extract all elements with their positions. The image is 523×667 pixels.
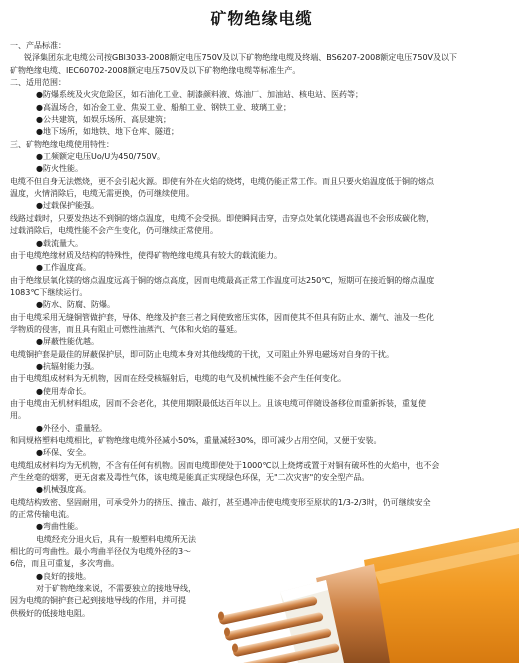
paragraph-line: 学物质的侵害，而且具有阻止可燃性油蒸汽、气体和火焰的蔓延。 [10,324,242,334]
paragraph-line: 和同规格塑料电缆相比，矿物绝缘电缆外径减小50%，重量减轻30%，即可减少占用空间，又便于安装。 [10,436,382,445]
paragraph-line: 电缆组成材料均为无机物，不含有任何有机物。因而电缆即使处于1000℃以上烧烤或置于对铜有破坏性的火焰中，也不会 [10,460,440,470]
feature-heading: ●使用寿命长。 [36,386,91,396]
paragraph-line: 温度，火情消除后，电缆无需更换，仍可继续使用。 [10,189,194,199]
feature-heading: ●良好的接地。 [36,571,91,581]
feature-heading: ●环保、安全。 [36,448,91,458]
paragraph-line: 用。 [10,411,26,421]
feature-heading: ●屏蔽性能优越。 [36,337,99,347]
paragraph-line: 矿物绝缘电缆、IEC60702-2008额定电压750V及以下矿物绝缘电缆等标准生产。 [10,65,301,75]
bullet-item: ●地下场所，如地铁、地下仓库、隧道； [36,127,179,137]
paragraph-line: 因为电缆的铜护套已起到接地导线的作用，并可提 [10,596,186,606]
paragraph-line: 供极好的低接地电阻。 [10,608,90,618]
section-heading: 一、产品标准： [10,41,66,50]
paragraph-line: 由于绝缘层氧化镁的熔点温度远高于铜的熔点高度，因而电缆最高正常工作温度可达250℃，短期可在接近铜的熔点温度 [10,275,435,285]
feature-heading: ●载流量大。 [36,238,83,248]
paragraph-line: 6倍，而且可重复，多次弯曲。 [10,559,120,569]
feature-heading: ●抗辐射能力强。 [36,361,99,371]
paragraph-line: 由于电缆组成材料为无机物，因而在经受核辐射后，电缆的电气及机械性能不会产生任何变化。 [10,374,346,384]
feature-heading: ●机械强度高。 [36,485,91,495]
section-heading: 二、适用范围： [10,78,66,88]
bullet-item: ●防爆系统及火灾危险区，如石油化工业、制漆颜料液、炼油厂、加油站、核电站、医药等； [36,90,363,100]
bullet-item: ●工频额定电压Uo/U为450/750V。 [36,152,165,162]
paragraph-line: 由于电缆绝缘材质及结构的特殊性，使得矿物绝缘电缆具有较大的载流能力。 [10,250,282,260]
paragraph-line: 电缆经充分退火后，具有一般塑料电缆所无法 [36,534,196,544]
feature-heading: ●防火性能。 [36,164,83,174]
cable-illustration [214,520,519,663]
feature-heading: ●弯曲性能。 [36,522,83,532]
paragraph-line: 由于电缆由无机材料组成，因而不会老化，其使用期限最低达百年以上。且该电缆可伴随设备移位而重新拆装，重复使 [10,398,426,408]
paragraph-line: 过载消除后，电缆性能不会产生变化，仍可继续正常使用。 [10,226,218,236]
paragraph-line: 线路过载时，只要发热达不到铜的熔点温度，电缆不会受损。即使瞬间击穿，击穿点处氧化镁遇高温也不会形成碳化物， [10,213,434,223]
section-heading: 三、矿物绝缘电缆使用特性： [10,139,114,149]
paragraph-line: 由于电缆采用无缝铜管做护套，导体、绝缘及护套三者之间使致密压实体，因而使其不但具有防止水、潮气、油及一些化 [10,312,434,322]
paragraph-line: 1083℃下继续运行。 [10,287,88,297]
paragraph-line: 电缆不但自身无法燃烧，更不会引起火源。即使有外在火焰的烧烤，电缆仍能正常工作。而且只要火焰温度低于铜的熔点 [10,176,434,186]
feature-heading: ●外径小、重量轻。 [36,423,107,433]
bullet-item: ●高温场合，如冶金工业、焦炭工业、船舶工业、钢铁工业、玻璃工业； [36,102,291,112]
paragraph-line: 产生丝毫的烟雾，更无卤素及毒性气体，该电缆是能真正实现绿色环保，无"二次灾害"的安全型产品。 [10,473,370,483]
paragraph-line: 相比的可弯曲性。最小弯曲半径仅为电缆外径的3～ [10,547,192,557]
bullet-item: ●公共建筑，如娱乐场所、高层建筑； [36,115,171,125]
paragraph-line: 锐泽集团东北电缆公司按GBl3033-2008额定电压750V及以下矿物绝缘电缆及终端、BS6207-2008额定电压750V及以下 [24,53,458,63]
feature-heading: ●工作温度高。 [36,263,91,273]
feature-heading: ●过载保护能强。 [36,201,99,211]
paragraph-line: 对于矿物绝缘来说，不需要独立的接地导线， [36,584,196,594]
paragraph-line: 的正常传输电流。 [10,510,74,520]
page-title: 矿物绝缘电缆 [210,9,313,28]
paragraph-line: 电缆结构致密、坚固耐用，可承受外力的挤压、撞击、敲打，甚至遇冲击使电缆变形至原状的1/3-2/3时，仍可继续安全 [10,497,431,507]
feature-heading: ●防水、防腐、防爆。 [36,300,115,310]
paragraph-line: 电缆铜护套是最佳的屏蔽保护层，即可防止电缆本身对其他线缆的干扰，又可阻止外界电磁场对自身的干扰。 [10,349,394,359]
mineral-insulated-cable-icon [214,520,519,663]
